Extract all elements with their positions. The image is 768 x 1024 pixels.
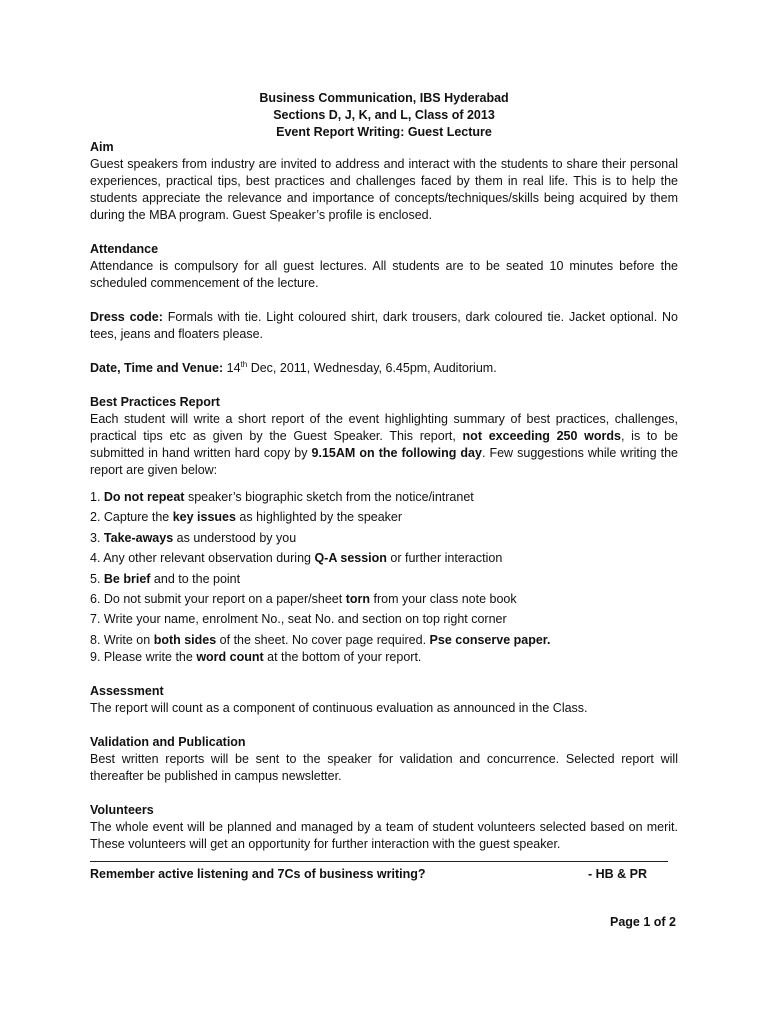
date-venue-label: Date, Time and Venue:	[90, 361, 224, 375]
suggestions-list	[90, 487, 678, 666]
aim-heading: Aim	[90, 140, 114, 154]
date-day-suffix: th	[240, 359, 248, 369]
validation-text: Best written reports will be sent to the speaker for validation and concurrence. Selected report will thereafter be published in campus newsletter.	[90, 751, 678, 783]
list-item: 1. Do not repeat speaker’s biographic sketch from the notice/intranet	[90, 490, 474, 504]
list-item: 3. Take-aways as understood by you	[90, 530, 297, 545]
attendance-heading: Attendance	[90, 242, 159, 256]
list-item: 2. Capture the key issues as highlighted by the speaker	[90, 510, 403, 525]
list-item: 5. Be brief and to the point	[90, 571, 241, 586]
list-item: 6. Do not submit your report on a paper/sheet torn from your class note book	[90, 592, 517, 607]
bp-deadline: 9.15AM on the following day	[311, 446, 482, 460]
attendance-text: Attendance is compulsory for all guest lectures. All students are to be seated 10 minutes before the scheduled commencement of the lecture.	[90, 259, 678, 290]
sections-line: Sections D, J, K, and L, Class of 2013	[273, 108, 495, 122]
assessment-heading: Assessment	[90, 683, 164, 698]
course-title: Business Communication, IBS Hyderabad	[259, 91, 509, 105]
page-number: Page 1 of 2	[610, 915, 676, 929]
closing-reminder: Remember active listening and 7Cs of business writing?	[90, 866, 426, 881]
document-body	[90, 139, 678, 883]
bp-text-1: Each student will write a short report of the event highlighting summary of best practices, challenges, practical tips etc as given by the Guest Speaker. This report,	[90, 412, 678, 443]
volunteers-text: The whole event will be planned and managed by a team of student volunteers selected based on merit. These volunteers will get an opportunity for further interaction with the guest speaker.	[90, 819, 678, 851]
bp-text-3: . Few suggestions while writing the report are given below:	[90, 446, 678, 477]
bp-word-limit: not exceeding 250 words	[462, 429, 621, 443]
closing-line	[90, 866, 678, 883]
dress-code-paragraph	[90, 309, 678, 343]
bp-text-2: , is to be submitted in hand written hard copy by	[90, 429, 678, 460]
dress-code-text: Formals with tie. Light coloured shirt, dark trousers, dark coloured tie. Jacket optional. No tees, jeans and floaters please.	[90, 310, 678, 341]
validation-heading: Validation and Publication	[90, 734, 246, 749]
volunteers-heading: Volunteers	[90, 802, 154, 817]
list-item: 9. Please write the word count at the bottom of your report.	[90, 649, 422, 664]
list-item: 8. Write on both sides of the sheet. No cover page required. Pse conserve paper.	[90, 632, 551, 647]
dress-code-label: Dress code:	[90, 310, 163, 324]
best-practices-text	[90, 411, 678, 479]
date-venue-text: Dec, 2011, Wednesday, 6.45pm, Auditorium.	[247, 361, 497, 375]
best-practices-heading: Best Practices Report	[90, 395, 220, 409]
divider-line	[90, 859, 668, 862]
assessment-text: The report will count as a component of continuous evaluation as announced in the Class.	[90, 700, 588, 715]
event-title: Event Report Writing: Guest Lecture	[276, 125, 492, 139]
list-item: 7. Write your name, enrolment No., seat No. and section on top right corner	[90, 612, 507, 627]
date-venue-paragraph	[90, 360, 678, 377]
document-header	[90, 90, 678, 141]
date-day: 14	[223, 361, 241, 375]
aim-text: Guest speakers from industry are invited to address and interact with the students to share their personal experiences, practical tips, best practices and challenges faced by them in real life. This is to help the students appreciate the relevance and importance of concepts/techniques/skills being acquired by them during the MBA program. Guest Speaker’s profile is enclosed.	[90, 157, 678, 222]
list-item: 4. Any other relevant observation during Q-A session or further interaction	[90, 551, 503, 566]
signature: - HB & PR	[588, 866, 648, 881]
